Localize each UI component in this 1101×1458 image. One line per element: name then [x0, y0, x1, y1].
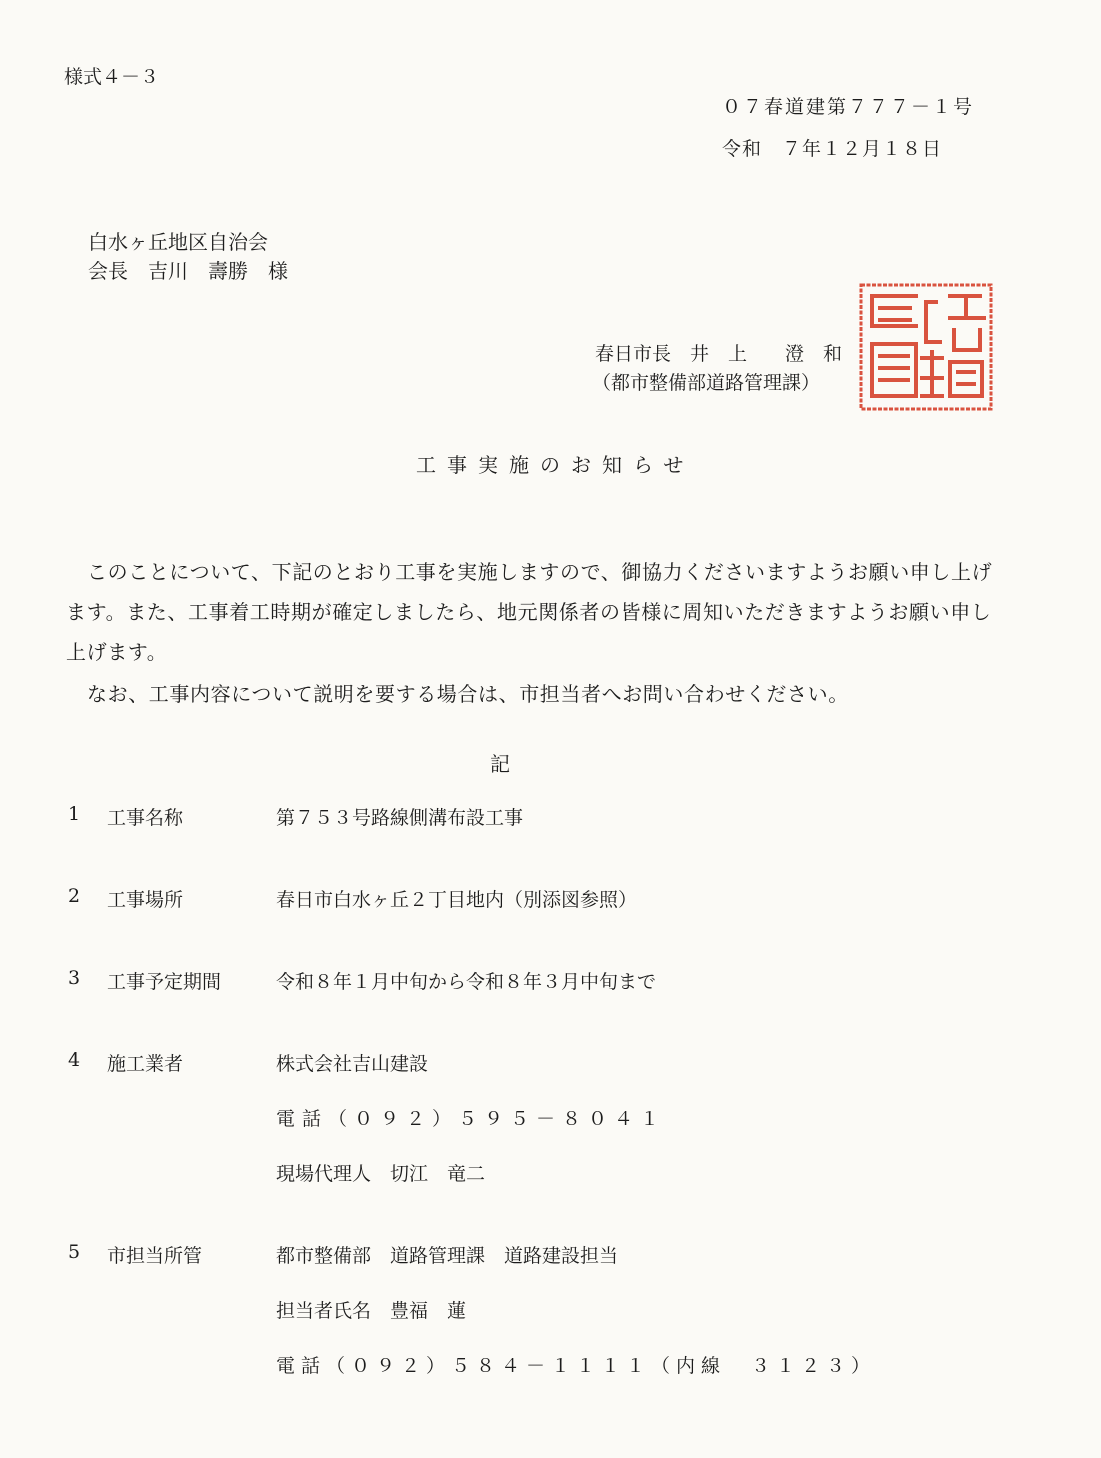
list-item — [0, 803, 1101, 833]
item-label: 工事場所 — [107, 889, 184, 911]
item-value: 令和８年１月中旬から令和８年３月中旬まで — [276, 971, 657, 993]
list-item — [0, 967, 1101, 997]
list-item — [0, 1241, 1101, 1381]
item-number: 5 — [68, 1241, 81, 1263]
list-item — [0, 885, 1101, 915]
item-value: 第７５３号路線側溝布設工事 — [276, 807, 524, 829]
item-value-phone: 電話（０９２）５９５－８０４１ — [276, 1108, 667, 1130]
item-number: 1 — [68, 803, 81, 825]
item-label: 工事名称 — [107, 807, 184, 829]
item-value: 都市整備部 道路管理課 道路建設担当 — [276, 1245, 619, 1267]
body-line-3: 上げます。 — [66, 640, 168, 664]
item-value: 春日市白水ヶ丘２丁目地内（別添図参照） — [276, 889, 638, 911]
item-value: 株式会社吉山建設 — [276, 1053, 429, 1075]
ki-heading: 記 — [490, 752, 510, 776]
sender-name: 春日市長 井 上 澄 和 — [595, 343, 843, 365]
item-number: 3 — [68, 967, 81, 989]
item-value-contact-person: 担当者氏名 豊福 蓮 — [276, 1300, 467, 1322]
list-item — [0, 1049, 1101, 1189]
recipient-person: 会長 吉川 壽勝 様 — [88, 259, 288, 283]
body-line-2: ます。また、工事着工時期が確定しましたら、地元関係者の皆様に周知いただきますようお願い申し — [66, 600, 992, 624]
item-value-phone: 電話（０９２）５８４－１１１１（内線 ３１２３） — [276, 1355, 877, 1377]
item-number: 2 — [68, 885, 81, 907]
document-date: 令和 ７年１２月１８日 — [722, 138, 943, 160]
body-paragraph-2: なお、工事内容について説明を要する場合は、市担当者へお問い合わせください。 — [87, 682, 849, 706]
official-seal — [858, 282, 994, 412]
form-label: 様式４－３ — [64, 66, 160, 88]
item-number: 4 — [68, 1049, 81, 1071]
document-title: 工事実施のお知らせ — [416, 453, 695, 477]
item-label: 工事予定期間 — [107, 971, 222, 993]
sender-department: （都市整備部道路管理課） — [592, 372, 821, 394]
document-number: ０７春道建第７７７－１号 — [722, 96, 975, 118]
item-label: 施工業者 — [107, 1053, 184, 1075]
recipient-organization: 白水ヶ丘地区自治会 — [88, 230, 268, 254]
body-line-1: このことについて、下記のとおり工事を実施しますので、御協力くださいますようお願い申し上げ — [87, 560, 993, 584]
seal-stamp-graphic — [858, 282, 994, 412]
item-value-agent: 現場代理人 切江 竜二 — [276, 1163, 486, 1185]
item-label: 市担当所管 — [107, 1245, 203, 1267]
